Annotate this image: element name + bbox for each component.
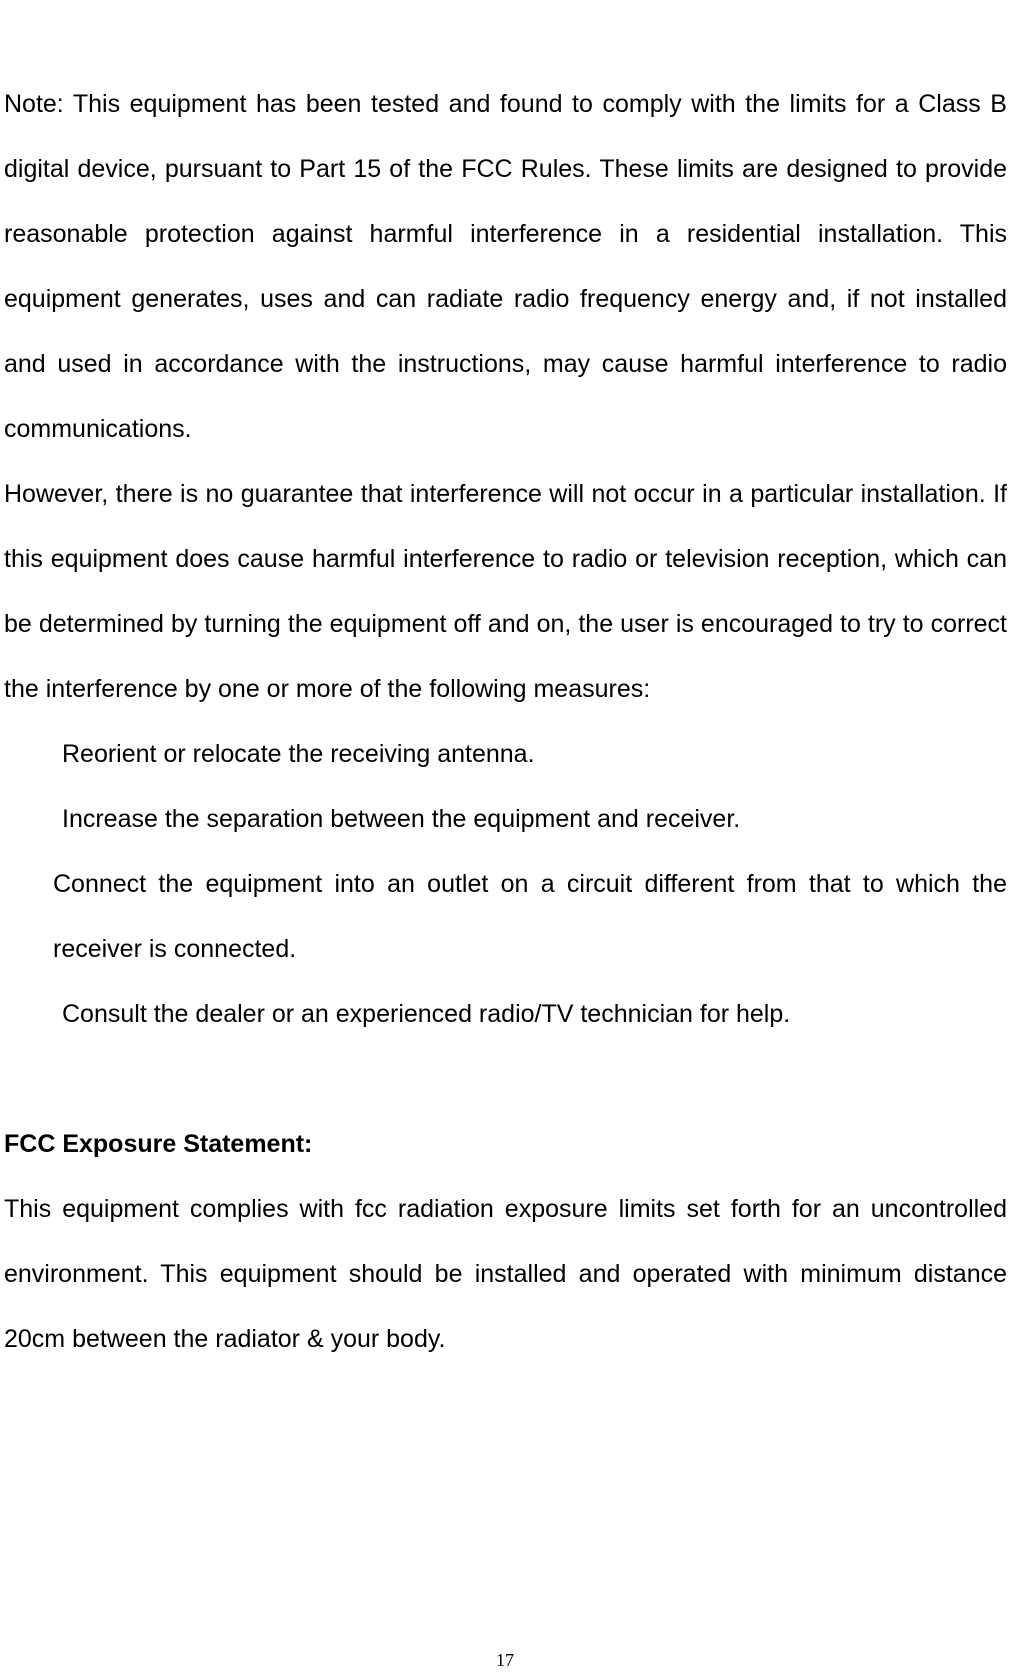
list-item: Reorient or relocate the receiving antenna. — [62, 740, 535, 768]
measures-list — [4, 722, 1007, 1047]
interference-paragraph: However, there is no guarantee that interference will not occur in a particular installation. If this equipment does cause harmful interference to radio or television reception, which can be determined by turning the equipment off and on, the user is encouraged to try to correct the interference by one or more of the following measures: — [4, 480, 1007, 703]
document-body — [4, 72, 1007, 1372]
list-item: Increase the separation between the equipment and receiver. — [62, 805, 741, 833]
fcc-note-paragraph: Note: This equipment has been tested and found to comply with the limits for a Class B digital device, pursuant to Part 15 of the FCC Rules. These limits are designed to provide reasonable protection against harmful interference in a residential installation. This equipment generates, uses and can radiate radio frequency energy and, if not installed and used in accordance with the instructions, may cause harmful interference to radio communications. — [4, 90, 1007, 443]
list-item: Connect the equipment into an outlet on a circuit different from that to which the receiver is connected. — [53, 870, 1007, 963]
section-spacer — [4, 1047, 1007, 1112]
list-item: Consult the dealer or an experienced radio/TV technician for help. — [62, 1000, 791, 1028]
exposure-paragraph: This equipment complies with fcc radiation exposure limits set forth for an uncontrolled environment. This equipment should be installed and operated with minimum distance 20cm between the radiator & your body. — [4, 1195, 1007, 1353]
exposure-heading: FCC Exposure Statement: — [4, 1130, 313, 1158]
page-number: 17 — [496, 1650, 514, 1670]
